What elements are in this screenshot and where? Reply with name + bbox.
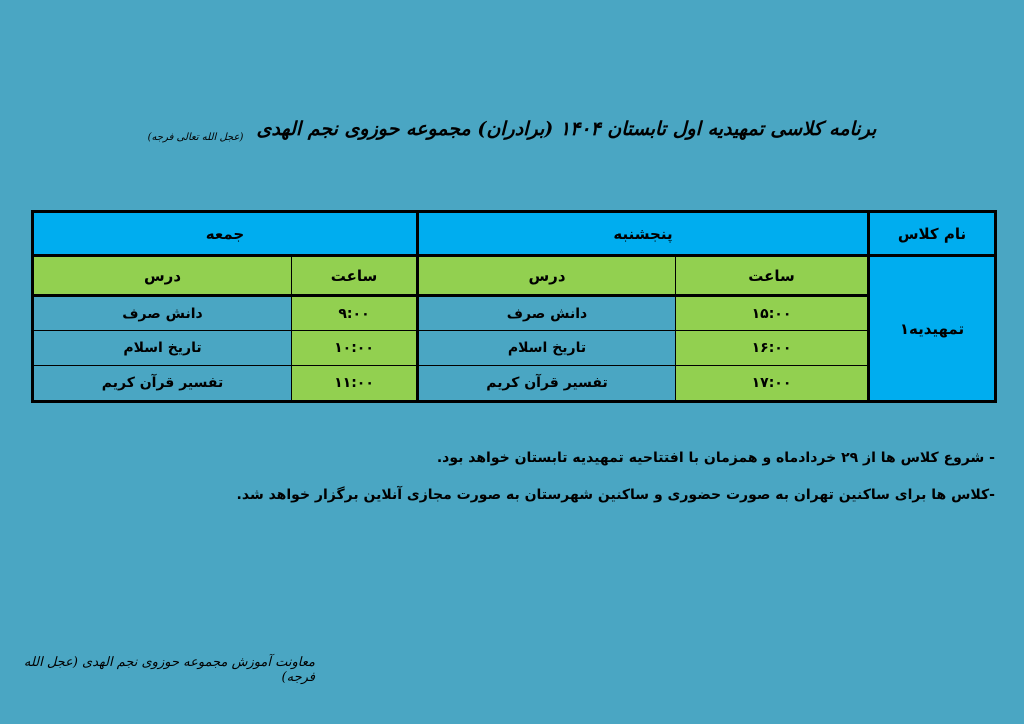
note-start-date: - شروع کلاس ها از ۲۹ خردادماه و همزمان با افتتاحیه تمهیدیه تابستان خواهد بود. [436, 450, 995, 466]
note-attendance: -کلاس ها برای ساکنین تهران به صورت حضوری و ساکنین شهرستان به صورت مجازی آنلاین برگزار خواهد شد. [236, 487, 995, 503]
day-header-thursday: پنجشنبه [418, 212, 869, 256]
class-name-header: نام کلاس [869, 212, 996, 256]
table-row [33, 331, 996, 366]
friday-lesson-cell: تاریخ اسلام [33, 331, 292, 366]
thursday-lesson-header: درس [418, 256, 676, 296]
friday-time-header: ساعت [292, 256, 418, 296]
friday-lesson-cell: تفسیر قرآن کریم [33, 366, 292, 402]
thursday-time-cell: ۱۵:۰۰ [676, 296, 869, 331]
title-honorific: (عجل الله تعالی فرجه) [147, 131, 244, 143]
friday-lesson-cell: دانش صرف [33, 296, 292, 331]
class-name-cell: تمهیدیه۱ [869, 256, 996, 402]
thursday-time-header: ساعت [676, 256, 869, 296]
schedule-table [31, 210, 997, 403]
thursday-lesson-cell: دانش صرف [418, 296, 676, 331]
thursday-time-cell: ۱۶:۰۰ [676, 331, 869, 366]
friday-time-cell: ۱۰:۰۰ [292, 331, 418, 366]
title-main: برنامه کلاسی تمهیدیه اول تابستان ۱۴۰۴ (برادران) مجموعه حوزوی نجم الهدی [256, 118, 877, 140]
day-header-friday: جمعه [33, 212, 418, 256]
thursday-time-cell: ۱۷:۰۰ [676, 366, 869, 402]
table-row [33, 366, 996, 402]
friday-lesson-header: درس [33, 256, 292, 296]
thursday-lesson-cell: تاریخ اسلام [418, 331, 676, 366]
footer-signature: معاونت آموزش مجموعه حوزوی نجم الهدی (عجل الله فرجه) [23, 655, 315, 685]
table-row [33, 296, 996, 331]
thursday-lesson-cell: تفسیر قرآن کریم [418, 366, 676, 402]
page-title [0, 118, 1024, 143]
friday-time-cell: ۱۱:۰۰ [292, 366, 418, 402]
friday-time-cell: ۹:۰۰ [292, 296, 418, 331]
